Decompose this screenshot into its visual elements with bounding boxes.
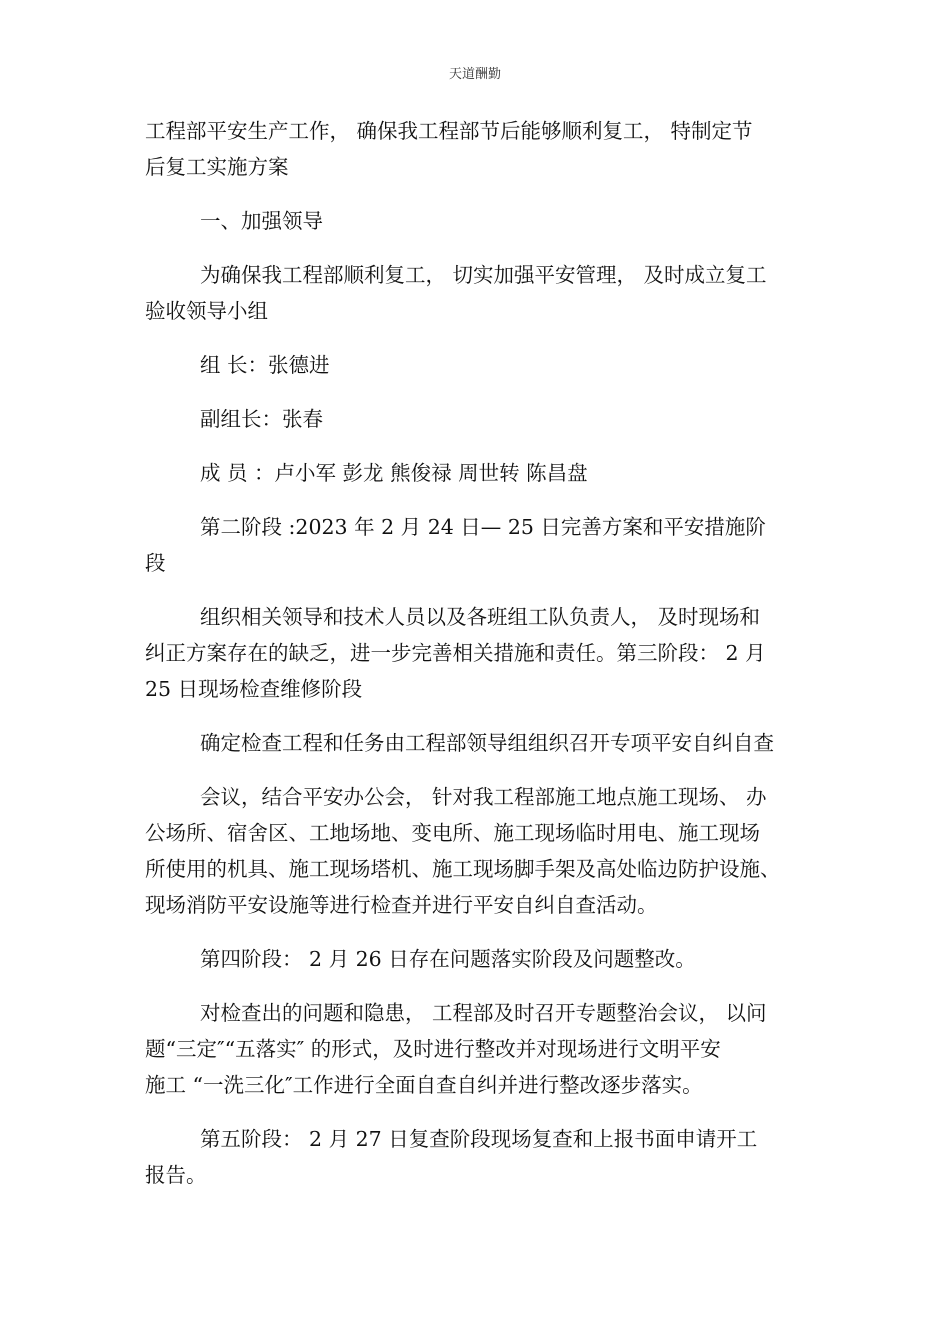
deputy-leader-line (145, 401, 805, 437)
page-header: 天道酬勤 (448, 67, 501, 82)
paragraph-line: 工程部平安生产工作， 确保我工程部节后能够顺利复工， 特制定节 (145, 119, 753, 143)
group-leader-line (145, 347, 805, 383)
paragraph-line: 所使用的机具、施工现场塔机、施工现场脚手架及高处临边防护设施、 (145, 857, 781, 881)
paragraph-line: 第二阶段 :2023 年 2 月 24 日— 25 日完善方案和平安措施阶 (200, 515, 766, 539)
document-body (145, 113, 805, 1211)
meeting-paragraph (145, 779, 805, 923)
paragraph-line: 验收领导小组 (145, 299, 268, 323)
paragraph-line: 组 长：张德进 (200, 353, 330, 377)
paragraph-line: 25 日现场检查维修阶段 (145, 677, 363, 701)
paragraph-line: 纠正方案存在的缺乏，进一步完善相关措施和责任。第三阶段： 2 月 (145, 641, 766, 665)
paragraph-line: 第五阶段： 2 月 27 日复查阶段现场复查和上报书面申请开工 (200, 1127, 758, 1151)
paragraph-line: 组织相关领导和技术人员以及各班组工队负责人， 及时现场和 (200, 605, 761, 629)
paragraph-line: 公场所、宿舍区、工地场地、变电所、施工现场临时用电、施工现场 (145, 821, 760, 845)
paragraph-line: 报告。 (145, 1163, 207, 1187)
paragraph-3 (145, 257, 805, 329)
paragraph-line: 现场消防平安设施等进行检查并进行平安自纠自查活动。 (145, 893, 658, 917)
paragraph-line: 成 员 ：卢小军 彭龙 熊俊禄 周世转 陈昌盘 (200, 461, 588, 485)
stage-two-paragraph (145, 509, 805, 581)
paragraph-line: 第四阶段： 2 月 26 日存在问题落实阶段及问题整改。 (200, 947, 696, 971)
paragraph-line: 题“三定″“五落实″ 的形式，及时进行整改并对现场进行文明平安 (145, 1037, 721, 1061)
stage-five-paragraph (145, 1121, 805, 1193)
paragraph-line: 一、加强领导 (200, 209, 323, 233)
paragraph-line: 施工 “一洗三化″工作进行全面自查自纠并进行整改逐步落实。 (145, 1073, 703, 1097)
paragraph-line: 副组长：张春 (200, 407, 323, 431)
paragraph-line: 段 (145, 551, 166, 575)
stage-four-paragraph (145, 941, 805, 977)
paragraph-line: 会议，结合平安办公会， 针对我工程部施工地点施工现场、 办 (200, 785, 767, 809)
inspection-paragraph (145, 725, 805, 761)
stage-two-detail-paragraph (145, 599, 805, 707)
paragraph-line: 为确保我工程部顺利复工， 切实加强平安管理， 及时成立复工 (200, 263, 767, 287)
section-heading (145, 203, 805, 239)
paragraph-line: 对检查出的问题和隐患， 工程部及时召开专题整治会议， 以问 (200, 1001, 767, 1025)
members-line (145, 455, 805, 491)
paragraph-line: 后复工实施方案 (145, 155, 289, 179)
rectification-paragraph (145, 995, 805, 1103)
paragraph-1 (145, 113, 805, 185)
paragraph-line: 确定检查工程和任务由工程部领导组组织召开专项平安自纠自查 (200, 731, 774, 755)
